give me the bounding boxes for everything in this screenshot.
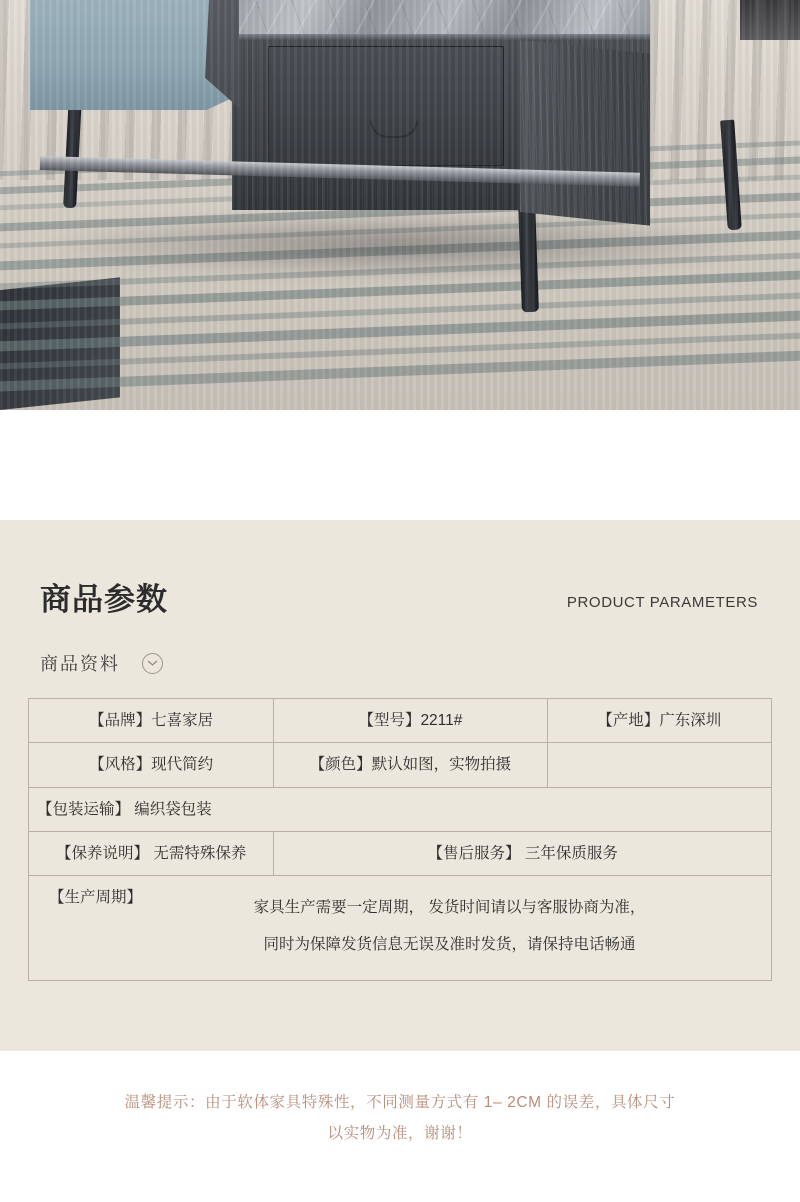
page-title: 商品参数: [40, 582, 168, 617]
product-photo: [0, 0, 800, 410]
spec-cell-model: 【型号】2211#: [274, 699, 547, 743]
subtitle-label: 商品资料: [40, 654, 120, 674]
subtitle-row: [40, 650, 760, 676]
table-row: [29, 787, 772, 831]
table-row-production-cycle: [29, 876, 772, 981]
production-cycle-line1: 家具生产需要一定周期， 发货时间请以与客服协商为准，: [253, 899, 646, 916]
spec-cell-maintenance: 【保养说明】 无需特殊保养: [29, 831, 274, 875]
blue-cabinet-panel: [30, 0, 235, 110]
marble-surface: [232, 0, 650, 36]
spec-cell-color: 【颜色】默认如图，实物拍摄: [274, 743, 547, 787]
table-row: [29, 743, 772, 787]
table-shadow: [40, 210, 760, 280]
spec-cell-origin: 【产地】广东深圳: [547, 699, 772, 743]
warm-tips-section: [0, 1051, 800, 1189]
parameters-header: [40, 580, 760, 638]
floor-right: [740, 0, 800, 40]
spec-cell-service: 【售后服务】 三年保质服务: [274, 831, 772, 875]
warm-tips-line2: 以实物为准，谢谢！: [327, 1125, 473, 1143]
spec-cell-brand: 【品牌】七喜家居: [29, 699, 274, 743]
table-row: [29, 831, 772, 875]
table-side-panel: [520, 40, 650, 226]
product-parameters-section: [0, 520, 800, 1051]
production-cycle-label: 【生产周期】: [49, 889, 143, 906]
photo-spacer: [0, 410, 800, 520]
table-row: [29, 699, 772, 743]
spec-cell-empty: [547, 743, 772, 787]
table-drawer: [268, 46, 504, 166]
production-cycle-line2: 同时为保障发货信息无误及准时发货，请保持电话畅通: [263, 936, 636, 954]
spec-table: [28, 698, 772, 981]
spec-cell-packaging: 【包装运输】 编织袋包装: [29, 787, 772, 831]
spec-cell-style: 【风格】现代简约: [29, 743, 274, 787]
warm-tips-line1: 温馨提示：由于软体家具特殊性，不同测量方式有 1– 2CM 的误差，具体尺寸: [124, 1094, 676, 1112]
page-title-en: PRODUCT PARAMETERS: [566, 594, 758, 611]
chevron-down-icon[interactable]: [142, 653, 163, 674]
spec-cell-production-cycle: [29, 876, 772, 981]
